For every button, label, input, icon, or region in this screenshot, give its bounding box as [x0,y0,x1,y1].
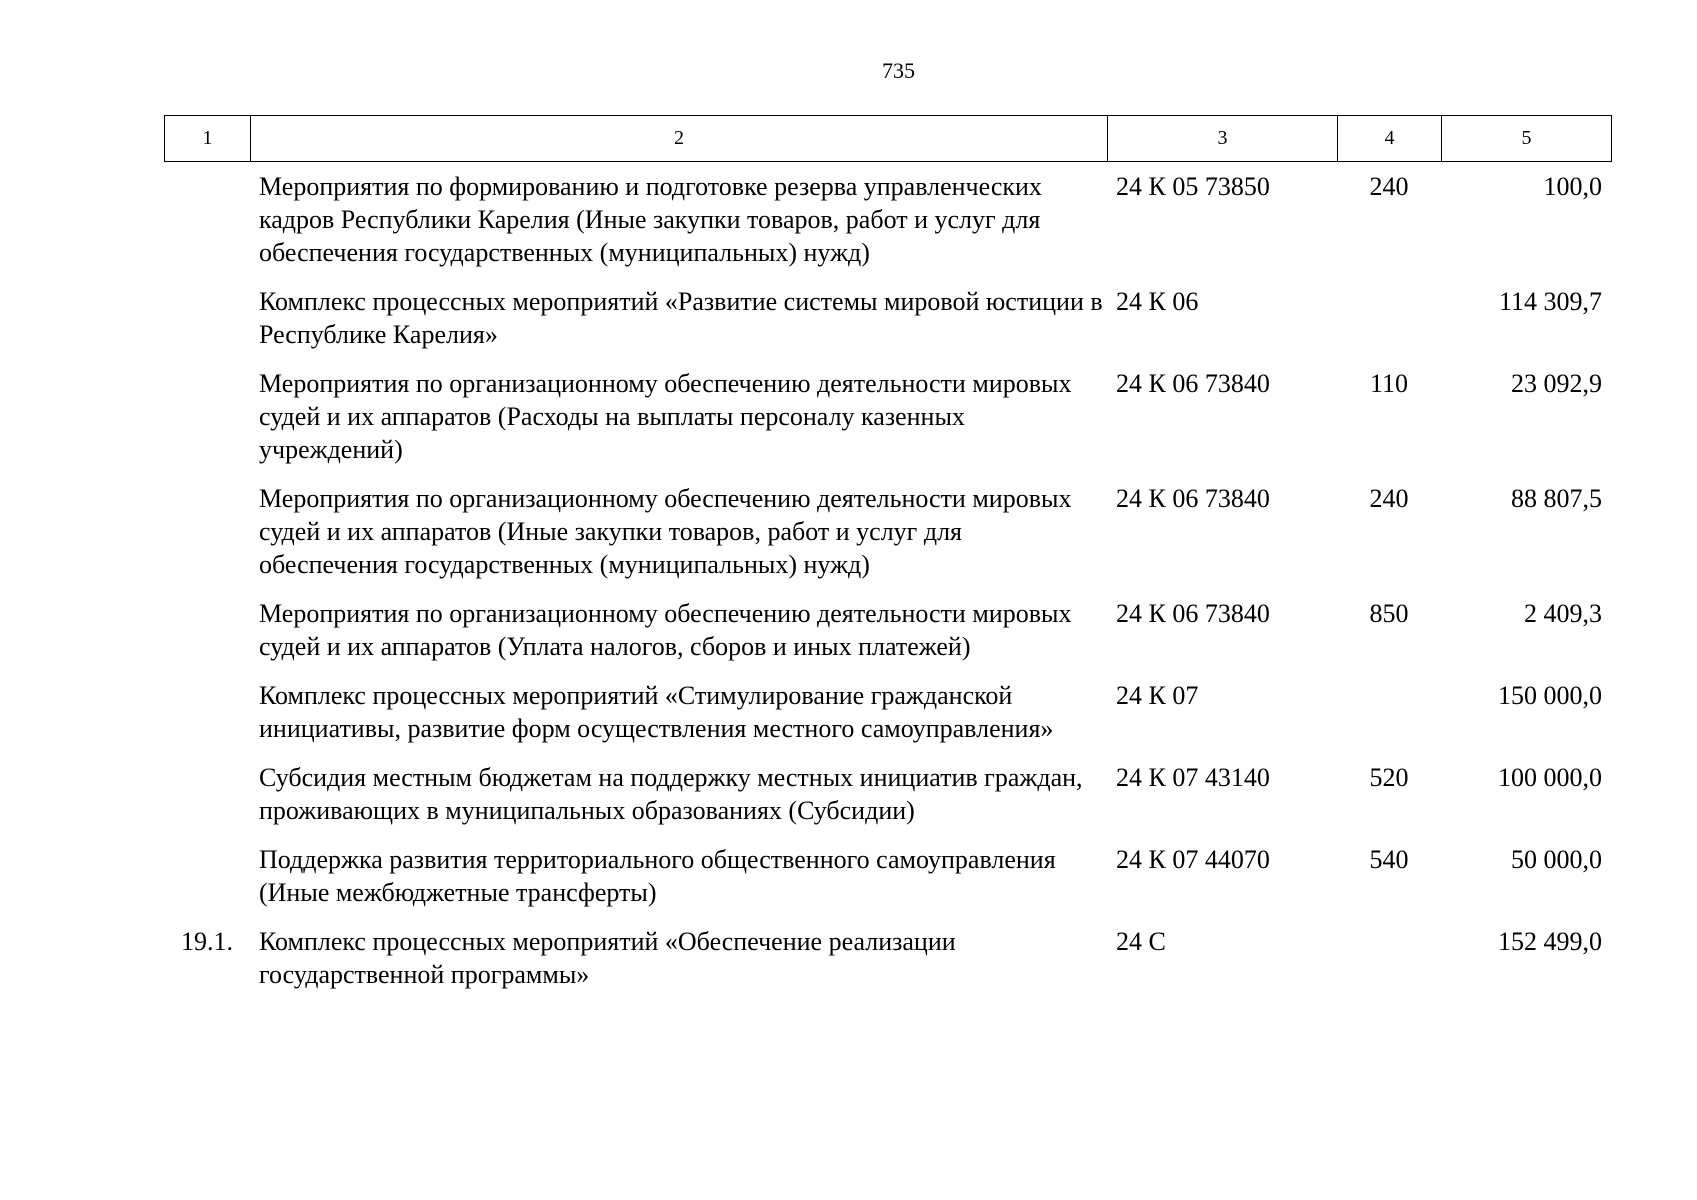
table-row [164,761,1611,843]
row-number [164,597,250,679]
row-description: Мероприятия по формированию и подготовке резерва управленческих кадров Республики Карелия (Иные закупки товаров, работ и услуг для обеспечения государственных (муниципальных) нужд) [259,172,1042,267]
table-row [164,843,1611,925]
row-amount: 152 499,0 [1498,927,1602,956]
row-amount: 100,0 [1543,172,1602,201]
row-description: Мероприятия по организационному обеспечению деятельности мировых судей и их аппаратов (Уплата налогов, сборов и иных платежей) [259,599,1072,661]
row-description: Комплекс процессных мероприятий «Обеспечение реализации государственной программы» [259,927,956,989]
row-expense-type [1337,679,1441,761]
row-number [164,843,250,925]
header-col-5: 5 [1442,116,1612,162]
page-number: 735 [882,58,915,83]
table-row [164,170,1611,285]
row-number [164,285,250,367]
row-amount: 88 807,5 [1511,484,1602,513]
table-row [164,925,1611,1007]
row-number [164,679,250,761]
header-col-3: 3 [1108,116,1338,162]
row-number [164,367,250,482]
row-number: 19.1. [181,927,233,956]
row-number [164,761,250,843]
table-row [164,482,1611,597]
table-row [164,285,1611,367]
row-expense-type [1337,925,1441,1007]
row-expense-type: 110 [1369,369,1409,398]
row-amount: 23 092,9 [1511,369,1602,398]
row-number [164,482,250,597]
header-col-1: 1 [165,116,251,162]
row-expense-type: 240 [1369,172,1409,201]
table-header [164,115,1612,162]
row-description: Комплекс процессных мероприятий «Развитие системы мировой юстиции в Республике Карелия» [259,287,1103,349]
row-number [164,170,250,285]
row-description: Субсидия местным бюджетам на поддержку местных инициатив граждан, проживающих в муниципальных образованиях (Субсидии) [259,763,1083,825]
header-row [165,116,1612,162]
row-description: Мероприятия по организационному обеспечению деятельности мировых судей и их аппаратов (Расходы на выплаты персоналу казенных учреждений) [259,369,1072,464]
row-expense-type: 540 [1369,845,1409,874]
row-amount: 2 409,3 [1524,599,1602,628]
row-code: 24 К 07 [1116,681,1199,710]
header-col-2: 2 [251,116,1108,162]
table-row [164,679,1611,761]
table-body [164,170,1611,1007]
table-row [164,367,1611,482]
table-row [164,597,1611,679]
row-code: 24 С [1116,927,1166,956]
row-expense-type: 850 [1369,599,1409,628]
row-code: 24 К 06 73840 [1116,369,1270,398]
row-description: Поддержка развития территориального общественного самоуправления (Иные межбюджетные трансферты) [259,845,1056,907]
row-description: Мероприятия по организационному обеспечению деятельности мировых судей и их аппаратов (Иные закупки товаров, работ и услуг для обеспечения государственных (муниципальных) нужд) [259,484,1072,579]
row-expense-type [1337,285,1441,367]
row-amount: 150 000,0 [1498,681,1602,710]
row-code: 24 К 06 73840 [1116,484,1270,513]
row-amount: 100 000,0 [1498,763,1602,792]
header-col-4: 4 [1338,116,1442,162]
row-code: 24 К 06 [1116,287,1199,316]
row-code: 24 К 05 73850 [1116,172,1270,201]
row-amount: 114 309,7 [1498,287,1602,316]
row-code: 24 К 06 73840 [1116,599,1270,628]
row-amount: 50 000,0 [1511,845,1602,874]
row-expense-type: 520 [1369,763,1409,792]
row-expense-type: 240 [1369,484,1409,513]
row-code: 24 К 07 44070 [1116,845,1270,874]
row-code: 24 К 07 43140 [1116,763,1270,792]
row-description: Комплекс процессных мероприятий «Стимулирование гражданской инициативы, развитие форм осуществления местного самоуправления» [259,681,1054,743]
